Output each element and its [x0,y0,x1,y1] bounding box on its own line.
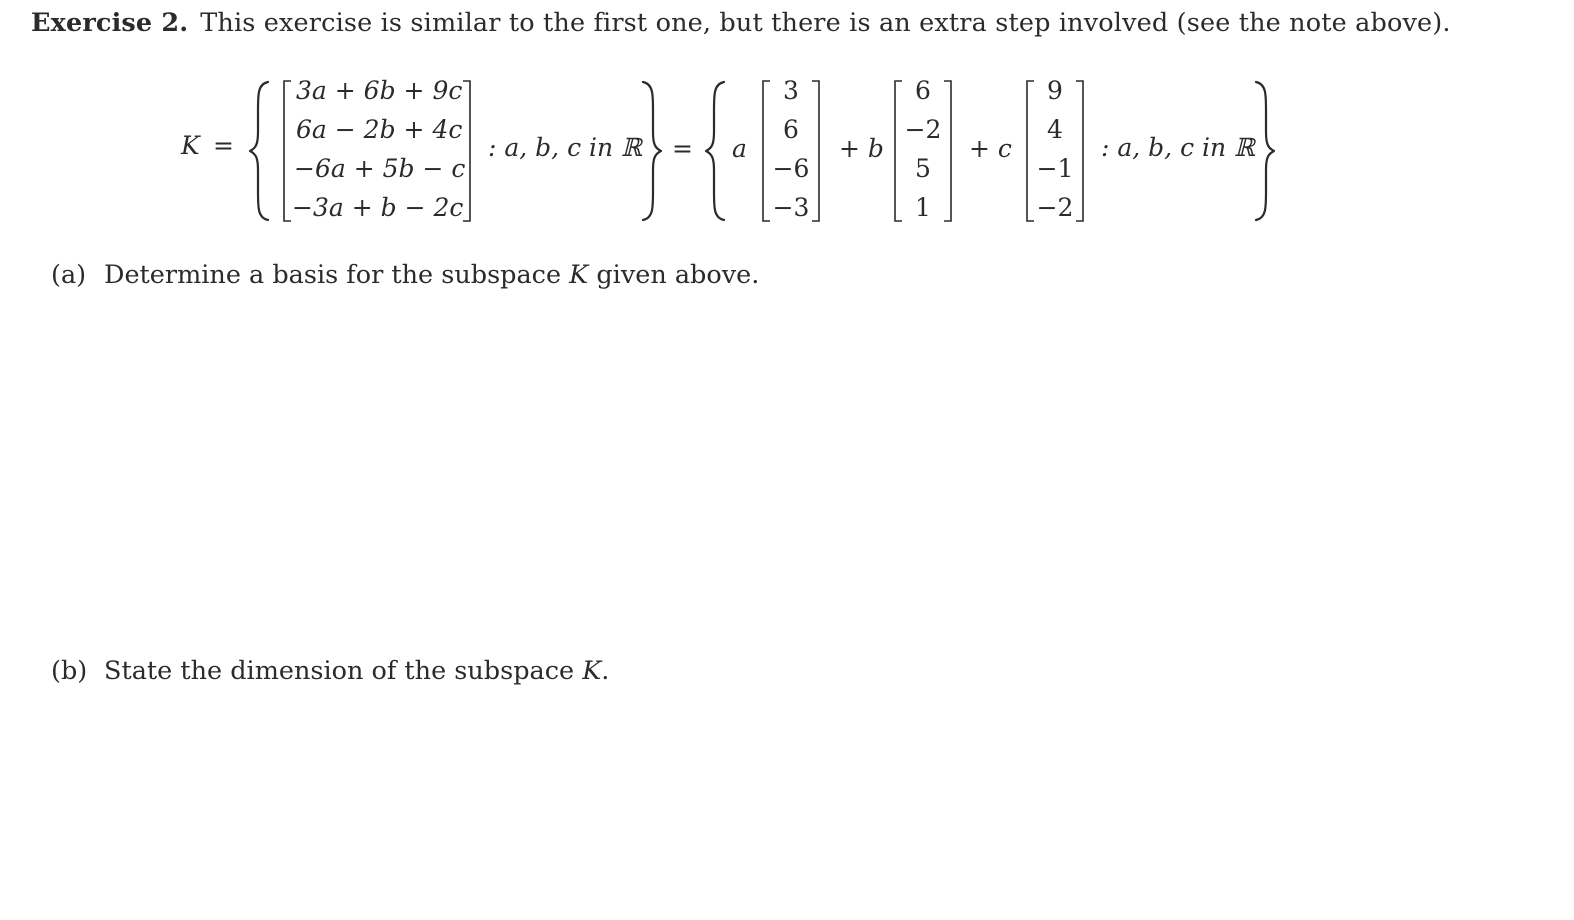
matrix-row-3: −6a + 5b − c [294,154,466,183]
exercise-title: Exercise 2. [31,8,189,38]
part-b [51,654,609,688]
vector-3-entry: 9 [1047,76,1063,105]
part-a-text-end: given above. [588,260,760,290]
matrix-row-2: 6a − 2b + 4c [296,115,463,144]
left-brace-icon [248,80,272,222]
vector-3-entry: 4 [1047,115,1063,144]
part-a [51,258,759,292]
equals-sign-2: = [672,134,693,163]
left-brace-icon [704,80,728,222]
vector-3-entry: −2 [1036,193,1074,222]
vector-1-entry: 3 [783,76,799,105]
part-a-label: (a) [51,260,87,290]
set-condition-2: : a, b, c in ℝ [1101,133,1255,162]
vector-1-entry: −3 [772,193,810,222]
set-condition-1: : a, b, c in ℝ [488,133,642,162]
vector-2-entry: −2 [904,115,942,144]
vector-1-entry: 6 [783,115,799,144]
part-a-text: Determine a basis for the subspace [104,260,570,290]
part-b-symbol: K [582,656,602,686]
part-a-symbol: K [569,260,589,290]
set-equation [0,0,1574,240]
matrix-row-1: 3a + 6b + 9c [296,76,463,105]
part-b-label: (b) [51,656,88,686]
vector-2-entry: 1 [915,193,931,222]
part-b-text-end: . [601,656,610,686]
equals-sign-1: = [213,131,234,160]
exercise-description: This exercise is similar to the first one, but there is an extra step involved (see the note above). [200,8,1451,38]
coefficient-c: + c [969,134,1012,163]
matrix-row-4: −3a + b − 2c [292,193,464,222]
set-symbol-k: K [181,131,200,160]
coefficient-b: + b [839,134,884,163]
right-brace-icon [1254,80,1278,222]
coefficient-a: a [732,134,747,163]
part-b-text: State the dimension of the subspace [104,656,583,686]
vector-3-entry: −1 [1036,154,1074,183]
vector-2-entry: 6 [915,76,931,105]
right-brace-icon [641,80,665,222]
vector-2-entry: 5 [915,154,931,183]
vector-1-entry: −6 [772,154,810,183]
